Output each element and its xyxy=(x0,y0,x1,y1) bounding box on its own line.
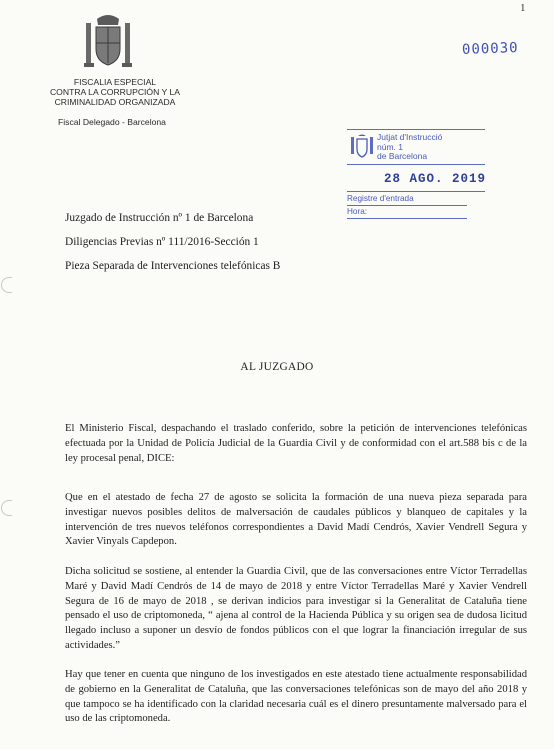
proceedings-reference: Diligencias Previas nº 111/2016-Sección 1 xyxy=(65,236,259,248)
court-entry-stamp xyxy=(347,125,487,220)
court-reference: Juzgado de Instrucción nº 1 de Barcelona xyxy=(65,212,254,224)
stamp-hour-label: Hora: xyxy=(347,207,368,216)
stamp-rule xyxy=(347,218,467,219)
stamp-registry-label: Registre d'entrada xyxy=(347,194,414,203)
punch-hole xyxy=(1,277,12,293)
piece-reference: Pieza Separada de Intervenciones telefónicas B xyxy=(65,260,281,272)
stamp-rule xyxy=(347,164,485,165)
document-heading: AL JUZGADO xyxy=(240,361,314,373)
paragraph: Dicha solicitud se sostiene, al entender la Guardia Civil, que de las conversaciones entre Víctor Terradellas Maré y David Madí Cendrós de 14 de mayo de 2018 y entre Víctor Terradellas Maré y Xavier Vendrell Segura de 16 de mayo de 2018 , se derivan indicios para investigar si la Generalitat de Cataluña tiene pensado el uso de criptomoneda, “ ajena al control de la Hacienda Pública y su origen sea de dudosa licitud llegado incluso a suponer un desvío de fondos públicos con el que lograr la financiación irregular de sus actividades.” xyxy=(65,566,527,651)
institution-name: FISCALIA ESPECIAL CONTRA LA CORRUPCIÓN Y LA CRIMINALIDAD ORGANIZADA xyxy=(49,77,181,107)
stamp-date: 28 AGO. 2019 xyxy=(384,172,487,186)
page-number: 1 xyxy=(520,2,526,14)
coat-of-arms-icon xyxy=(82,13,134,69)
stamp-rule xyxy=(347,129,485,130)
stamp-rule xyxy=(347,205,467,206)
paragraph: Que en el atestado de fecha 27 de agosto se solicita la formación de una nueva pieza separada para investigar nuevos posibles delitos de malversación de caudales públicos y blanqueo de capitales y la intervención de tres nuevos teléfonos correspondientes a David Madí Cendrós, Xavier Vendrell Segura y Xavier Vinyals Capdepon. xyxy=(65,492,527,548)
paragraph: Hay que tener en cuenta que ninguno de los investigados en este atestado tiene actualmente responsabilidad de gobierno en la Generalitat de Cataluña, que las conversaciones telefónicas son de mayo del año 2018 y que tampoco se ha identificado con la claridad necesaria cuál es el dinero presuntamente malversado para el uso de las criptomoneda. xyxy=(65,669,527,725)
court-crest-icon xyxy=(350,134,374,158)
delegate-office: Fiscal Delegado - Barcelona xyxy=(58,117,166,127)
paragraph: El Ministerio Fiscal, despachando el traslado conferido, sobre la petición de intervenciones telefónicas efectuada por la Unidad de Policía Judicial de la Guardia Civil y de conformidad con el art.588 bis c de la ley procesal penal, DICE: xyxy=(65,423,527,464)
folio-stamp: 000030 xyxy=(461,40,519,58)
punch-hole xyxy=(1,500,12,516)
stamp-court-name: Jutjat d'Instrucció núm. 1 de Barcelona xyxy=(377,132,443,161)
stamp-rule xyxy=(347,191,485,192)
